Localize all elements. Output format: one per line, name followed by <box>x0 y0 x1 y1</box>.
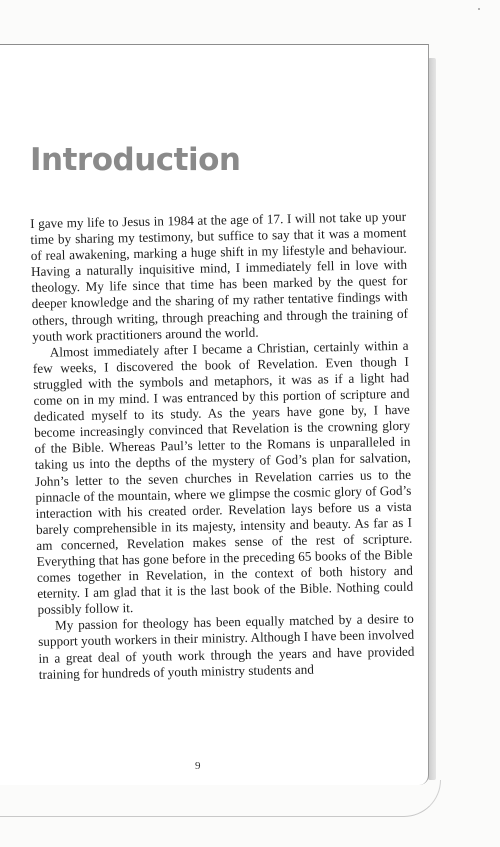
page-number: 9 <box>195 760 201 772</box>
page-edge-shadow <box>428 58 436 780</box>
paragraph-3: My passion for theology has been equally matched by a desire to support youth workers in their ministry. Although I have been involved in a great deal of youth work through the years and have provided training for hundreds of youth ministry students and <box>38 611 415 682</box>
scan-speck <box>478 8 480 10</box>
paragraph-2: Almost immediately after I became a Christian, certainly within a few weeks, I discovered the book of Revelation. Even though I struggled with the symbols and metaphors, it was as if a light had come on in my mind. I was entranced by this portion of scripture and dedicated myself to its study. As the years have gone by, I have become increasingly convinced that Revelation is the crowning glory of the Bible. Whereas Paul’s letter to the Romans is unparalleled in taking us into the depths of the mystery of God’s plan for salvation, John’s letter to the seven churches in Revelation carries us to the pinnacle of the mountain, where we glimpse the cosmic glory of God’s interaction with his created order. Revelation lays before us a vista barely comprehensible in its majesty, intensity and beauty. As far as I am concerned, Revelation makes sense of the rest of scripture. Everything that has gone before in the preceding 65 books of the Bible comes together in Revelation, in the context of both history and eternity. I am glad that it is the last book of the Bible. Nothing could possibly follow it. <box>32 337 414 618</box>
page-curl-edge <box>0 780 441 817</box>
chapter-heading: Introduction <box>30 142 241 178</box>
paragraph-1: I gave my life to Jesus in 1984 at the age of 17. I will not take up your time by sharing my testimony, but suffice to say that it was a moment of real awakening, marking a huge shift in my lifestyle and behaviour. Having a naturally inquisitive mind, I immediately fell in love with theology. My life since that time has been marked by the quest for deeper knowledge and the sharing of my rather tentative findings with others, through writing, through preaching and through the training of youth work practitioners around the world. <box>30 208 409 344</box>
body-text <box>30 209 415 683</box>
